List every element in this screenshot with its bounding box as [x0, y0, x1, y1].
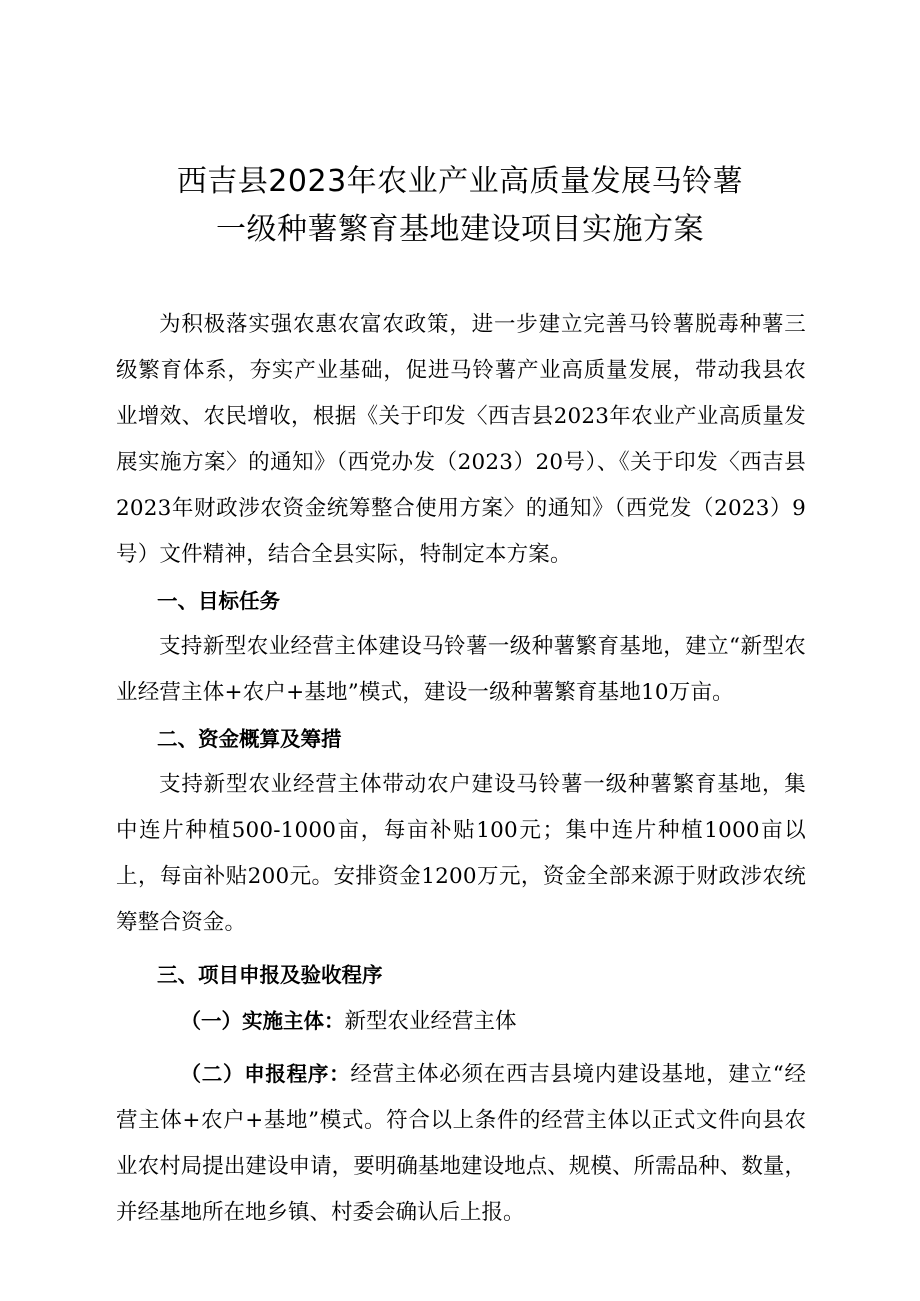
sub-item-implementer-label: （一）实施主体：: [180, 1009, 345, 1033]
sub-item-application: [116, 1051, 806, 1236]
sub-item-implementer: [116, 998, 806, 1045]
title-line-1: 西吉县2023年农业产业高质量发展马铃薯: [176, 164, 744, 199]
intro-paragraph: 为积极落实强农惠农富农政策，进一步建立完善马铃薯脱毒种薯三级繁育体系，夯实产业基础，促进马铃薯产业高质量发展，带动我县农业增效、农民增收，根据《关于印发〈西吉县2023年农业产业高质量发展实施方案〉的通知》（西党办发（2023）20号）、《关于印发〈西吉县2023年财政涉农资金统筹整合使用方案〉的通知》（西党发（2023）9号）文件精神，结合全县实际，特制定本方案。: [116, 312, 806, 567]
document-title: [0, 158, 920, 254]
section-heading-funding: 二、资金概算及筹措: [157, 727, 342, 751]
section-text-goals: 支持新型农业经营主体建设马铃薯一级种薯繁育基地，建立“新型农业经营主体+农户+基地”模式，建设一级种薯繁育基地10万亩。: [116, 634, 806, 705]
section-text-funding: 支持新型农业经营主体带动农户建设马铃薯一级种薯繁育基地，集中连片种植500-1000亩，每亩补贴100元；集中连片种植1000亩以上，每亩补贴200元。安排资金1200万元，资金全部来源于财政涉农统筹整合资金。: [116, 772, 806, 935]
sub-item-application-text: 经营主体必须在西吉县境内建设基地，建立“经营主体+农户+基地”模式。符合以上条件的经营主体以正式文件向县农业农村局提出建设申请，要明确基地建设地点、规模、所需品种、数量，并经基地所在地乡镇、村委会确认后上报。: [116, 1062, 806, 1225]
document-body: [116, 302, 806, 1236]
section-heading-goals: 一、目标任务: [157, 589, 280, 613]
section-heading-procedure: 三、项目申报及验收程序: [157, 963, 383, 987]
sub-item-application-label: （二）申报程序：: [180, 1062, 351, 1086]
title-line-2: 一级种薯繁育基地建设项目实施方案: [216, 212, 704, 247]
sub-item-implementer-text: 新型农业经营主体: [344, 1009, 517, 1034]
